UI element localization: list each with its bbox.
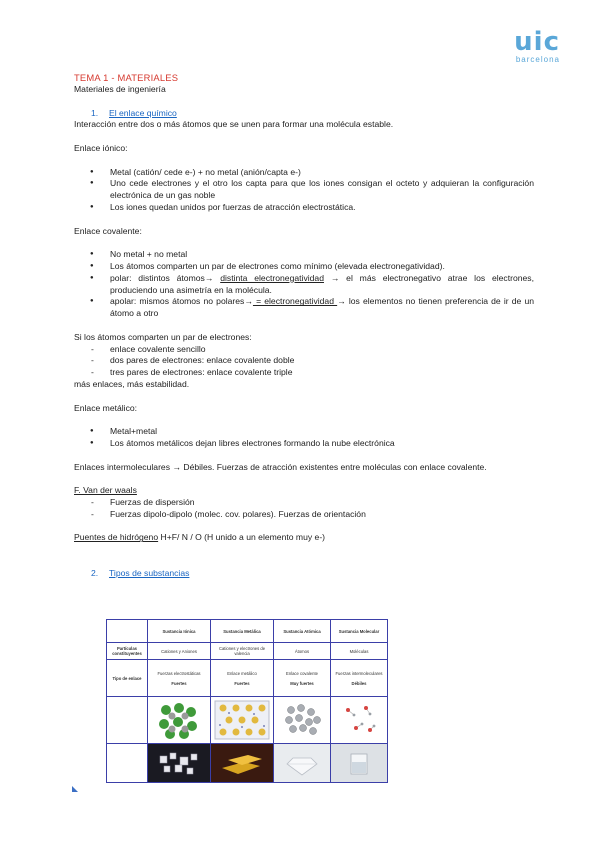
list-item: - enlace covalente sencillo bbox=[74, 344, 534, 356]
apolar-text-b: → los elementos no tienen preferencia de ir de un átomo a otro bbox=[110, 296, 535, 319]
list-item: - dos pares de electrones: enlace covalente doble bbox=[74, 355, 534, 367]
table-header: Sustancia Atómica bbox=[274, 620, 331, 643]
metallic-lattice-icon bbox=[214, 700, 270, 740]
hbond-text: H+F/ N / O (H unido a un elemento muy e-) bbox=[158, 532, 326, 543]
water-glass-photo bbox=[331, 744, 388, 783]
list-item: ● Los átomos metálicos dejan libres electrones formando la nube electrónica bbox=[74, 438, 534, 450]
ionic-list bbox=[74, 167, 534, 214]
ionic-structure-image bbox=[148, 697, 211, 744]
bond-type: Fuerzas intermoleculares bbox=[335, 670, 383, 676]
table-cell: Cationes y electrones de valencia bbox=[211, 643, 274, 660]
corner-marker bbox=[72, 786, 78, 792]
share-list bbox=[74, 344, 534, 379]
substances-table bbox=[106, 619, 388, 783]
atomic-structure-image bbox=[274, 697, 331, 744]
share-intro: Si los átomos comparten un par de electrones: bbox=[74, 331, 252, 342]
water-glass-icon bbox=[336, 748, 382, 778]
table-cell bbox=[107, 620, 148, 643]
atomic-network-icon bbox=[279, 700, 325, 740]
bond-type: Enlace covalente bbox=[286, 670, 318, 676]
diamond-photo bbox=[274, 744, 331, 783]
list-item: - Fuerzas de dispersión bbox=[74, 497, 534, 509]
list-item: ● Metal (catión/ cede e-) + no metal (anión/capta e-) bbox=[74, 167, 534, 179]
vdw-heading: F. Van der waals bbox=[74, 485, 137, 496]
uic-logo bbox=[514, 27, 560, 64]
table-cell bbox=[331, 660, 388, 697]
polar-text-a: polar: distintos átomos→ bbox=[110, 272, 221, 283]
page-subtitle: Materiales de ingeniería bbox=[74, 83, 166, 94]
list-item bbox=[74, 273, 534, 297]
table-cell: Átomos bbox=[274, 643, 331, 660]
table-row bbox=[107, 660, 388, 697]
metallic-list bbox=[74, 426, 534, 450]
ionic-lattice-icon bbox=[154, 700, 204, 740]
list-item: ● Metal+metal bbox=[74, 426, 534, 438]
list-item: ● No metal + no metal bbox=[74, 249, 534, 261]
document-body bbox=[74, 72, 534, 579]
covalent-list bbox=[74, 249, 534, 320]
diamond-icon bbox=[279, 748, 325, 778]
salt-crystals-photo bbox=[148, 744, 211, 783]
intermolecular-text: Enlaces intermoleculares → Débiles. Fuerzas de atracción existentes entre moléculas con enlace covalente. bbox=[74, 461, 487, 472]
section-2-link[interactable]: Tipos de substancias bbox=[109, 567, 190, 578]
list-item: - tres pares de electrones: enlace covalente triple bbox=[74, 367, 534, 379]
logo-mark: uic bbox=[514, 27, 560, 57]
table-row-label: Partículas constituyentes bbox=[107, 643, 148, 660]
logo-city: barcelona bbox=[515, 55, 560, 64]
molecular-icon bbox=[336, 700, 382, 740]
list-item: ● Uno cede electrones y el otro los capta para que los iones consigan el octeto y adquieran la configuración electrónica de un gas noble bbox=[74, 178, 534, 202]
gold-bar-icon bbox=[214, 748, 270, 778]
metallic-structure-image bbox=[211, 697, 274, 744]
bond-strength: Muy fuertes bbox=[290, 680, 314, 686]
apolar-underlined: = electronegatividad bbox=[252, 296, 338, 307]
polar-underlined: distinta electronegatividad bbox=[220, 272, 324, 283]
table-cell bbox=[107, 744, 148, 783]
table-header: Sustancia Metálica bbox=[211, 620, 274, 643]
bond-strength: Fuertes bbox=[234, 680, 250, 686]
hbond-label: Puentes de hidrógeno bbox=[74, 532, 159, 543]
bond-strength: Fuertes bbox=[171, 680, 187, 686]
vdw-list bbox=[74, 497, 534, 521]
table-cell bbox=[107, 697, 148, 744]
section-1-heading[interactable] bbox=[74, 108, 534, 120]
salt-crystal-icon bbox=[154, 748, 204, 778]
bond-strength: Débiles bbox=[351, 680, 367, 686]
gold-bars-photo bbox=[211, 744, 274, 783]
table-row bbox=[107, 643, 388, 660]
covalent-heading: Enlace covalente: bbox=[74, 225, 142, 236]
list-item: - Fuerzas dipolo-dipolo (molec. cov. polares). Fuerzas de orientación bbox=[74, 509, 534, 521]
table-header: Sustancia Iónica bbox=[148, 620, 211, 643]
table-row bbox=[107, 620, 388, 643]
polar-text-b: → el más electronegativo atrae los electrones, produciendo una asimetría en la molécula. bbox=[110, 272, 534, 295]
bond-type: Fuerzas electrostáticas bbox=[157, 670, 201, 676]
section-1-number: 1. bbox=[91, 107, 99, 118]
table-cell bbox=[148, 660, 211, 697]
table-row bbox=[107, 744, 388, 783]
list-item: ● Los iones quedan unidos por fuerzas de atracción electrostática. bbox=[74, 202, 534, 214]
molecular-structure-image bbox=[331, 697, 388, 744]
table-cell bbox=[211, 660, 274, 697]
list-item: ● Los átomos comparten un par de electrones como mínimo (elevada electronegatividad). bbox=[74, 261, 534, 273]
share-outro: más enlaces, más estabilidad. bbox=[74, 378, 190, 389]
intro-text: Interacción entre dos o más átomos que se unen para formar una molécula estable. bbox=[74, 119, 394, 130]
section-1-link[interactable]: El enlace químico bbox=[109, 107, 177, 118]
list-item bbox=[74, 296, 534, 320]
table-cell: Moléculas bbox=[331, 643, 388, 660]
metallic-heading: Enlace metálico: bbox=[74, 402, 138, 413]
table-row bbox=[107, 697, 388, 744]
section-2-number: 2. bbox=[91, 567, 99, 578]
section-2-heading[interactable] bbox=[74, 568, 534, 580]
apolar-text-a: apolar: mismos átomos no polares→ bbox=[110, 296, 253, 307]
table-header: Sustancia Molecular bbox=[331, 620, 388, 643]
table-cell: Cationes y Aniones bbox=[148, 643, 211, 660]
table-cell bbox=[274, 660, 331, 697]
hbond-line bbox=[74, 532, 534, 544]
bond-type: Enlace metálico bbox=[227, 670, 257, 676]
table-row-label: Tipo de enlace bbox=[107, 660, 148, 697]
page-title: TEMA 1 - MATERIALES bbox=[74, 72, 179, 83]
ionic-heading: Enlace iónico: bbox=[74, 142, 128, 153]
